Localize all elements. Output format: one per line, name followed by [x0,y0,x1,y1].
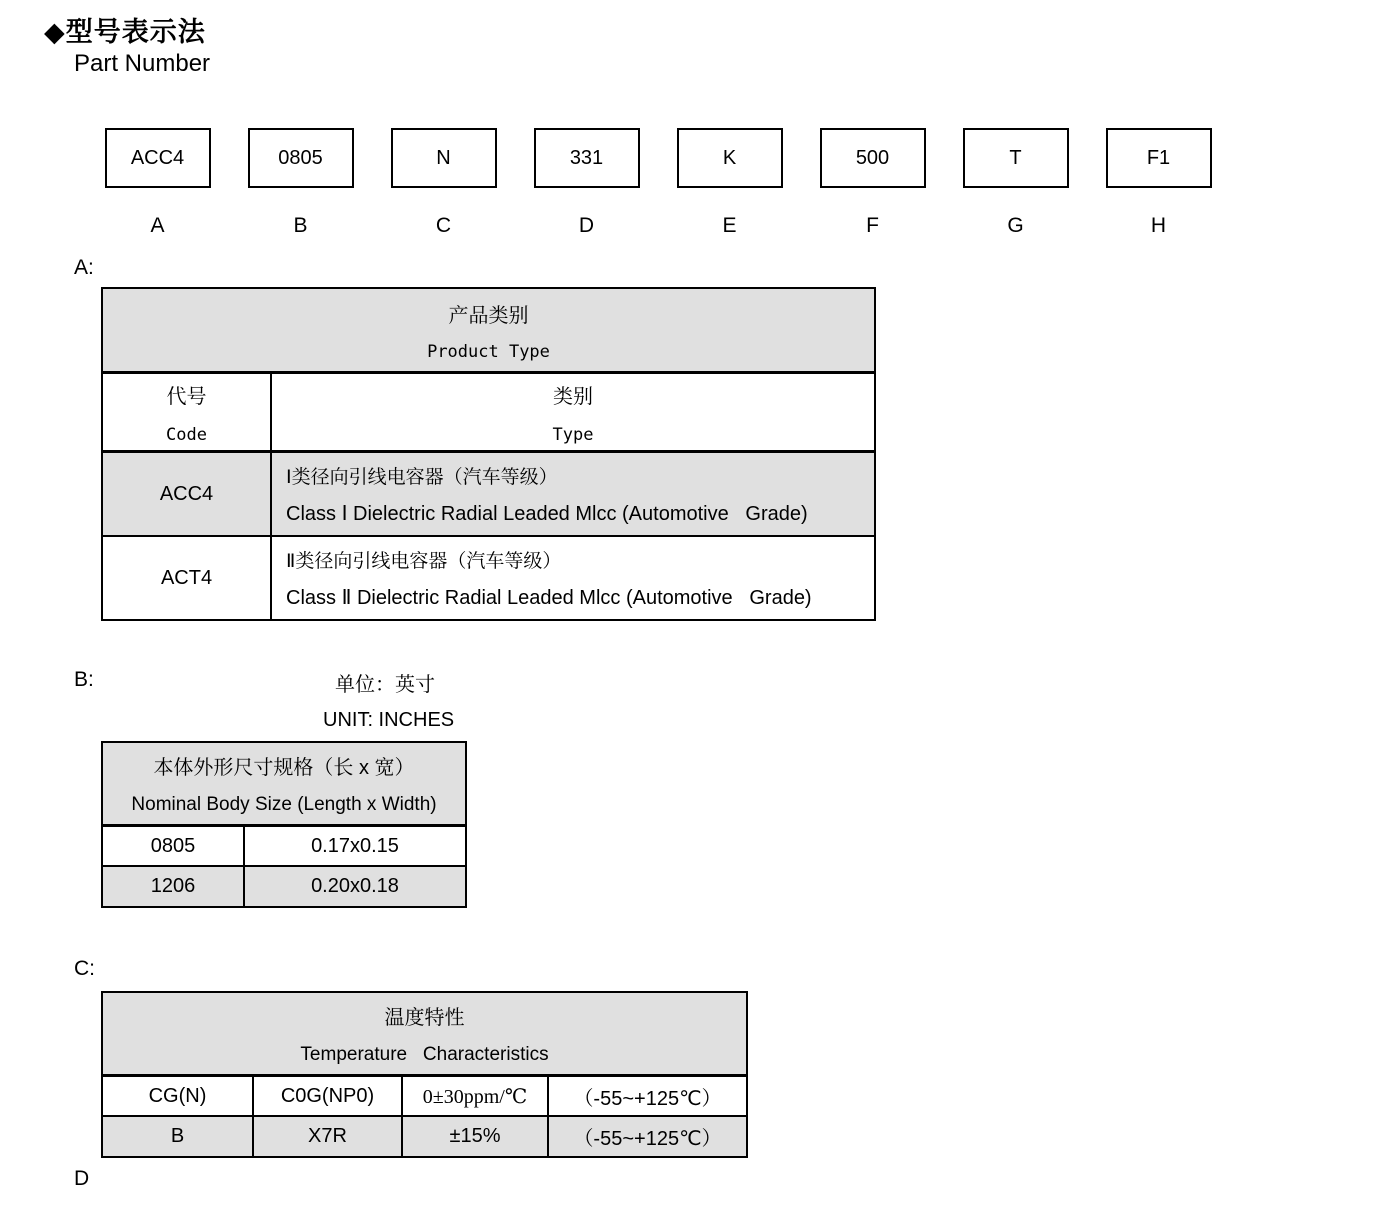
dimensions-cell: 0.20x0.18 [243,867,465,906]
product-type-table [101,287,876,621]
type-header-cn: 类别 [553,385,593,408]
part-number-box-g: T [963,128,1069,188]
part-number-slot-g [944,128,1087,238]
type-en: Class Ⅰ Dielectric Radial Leaded Mlcc (Automotive Grade) [286,503,808,525]
product-type-title-cn: 产品类别 [448,304,529,327]
section-b-label: B: [74,668,94,691]
part-number-box-d: 331 [534,128,640,188]
body-size-table [101,741,467,908]
page-title-en: Part Number [74,50,211,77]
table-row [103,1115,746,1156]
dielectric-cell: C0G(NP0) [252,1077,401,1115]
type-column-header [270,374,874,450]
code-cell: ACC4 [159,482,214,505]
section-a-label: A: [74,256,94,279]
page-title-cn: ◆型号表示法 [44,17,206,47]
part-number-label-b: B [293,214,308,237]
part-number-label-h: H [1150,214,1167,237]
size-code-cell: 1206 [150,875,196,897]
part-number-slot-c [372,128,515,238]
body-size-table-header [103,743,465,824]
table-row [103,824,465,865]
tc-code-cell: B [170,1125,185,1147]
body-size-title-cn: 本体外形尺寸规格（长 x 宽） [153,757,415,779]
unit-label-cn: 单位：英寸 [335,674,435,696]
product-type-header-cell [103,289,874,371]
section-c-label: C: [74,957,95,980]
part-number-box-a: ACC4 [105,128,211,188]
unit-label-en: UNIT: INCHES [323,709,455,731]
product-type-table-header [103,289,874,371]
part-number-slot-e [658,128,801,238]
part-number-box-h: F1 [1106,128,1212,188]
part-number-label-f: F [866,214,879,237]
temp-range-cell: （-55~+125℃） [547,1077,746,1115]
table-row [103,535,874,619]
code-column-header [103,374,270,450]
dielectric-cell: X7R [252,1117,401,1156]
section-d-label: D [74,1167,90,1190]
temp-coefficient-cell: 0±30ppm/℃ [401,1077,547,1115]
part-number-label-a: A [150,214,165,237]
part-number-box-c: N [391,128,497,188]
part-number-slot-f [801,128,944,238]
part-number-label-e: E [722,214,737,237]
code-header-en: Code [166,424,207,445]
type-en: Class Ⅱ Dielectric Radial Leaded Mlcc (Automotive Grade) [286,587,812,609]
type-header-en: Type [552,424,594,445]
size-code-cell: 0805 [150,834,196,857]
code-cell: ACT4 [160,566,213,589]
temperature-table-header [103,993,746,1074]
part-number-box-b: 0805 [248,128,354,188]
table-row [103,450,874,535]
temperature-header-cell [103,993,746,1074]
part-number-row [86,128,1230,238]
type-cell [270,453,874,535]
part-number-label-g: G [1007,214,1024,237]
temp-coefficient-cell: ±15% [401,1117,547,1156]
part-number-box-e: K [677,128,783,188]
tc-code-cell: CG(N) [148,1084,207,1107]
temperature-title-cn: 温度特性 [384,1007,465,1029]
body-size-header-cell [103,743,465,824]
product-type-column-header-row [103,371,874,450]
code-header-cn: 代号 [166,385,207,408]
part-number-label-d: D [578,214,595,237]
type-cell [270,537,874,619]
temperature-characteristics-table [101,991,748,1158]
body-size-title-en: Nominal Body Size (Length x Width) [131,794,437,815]
part-number-slot-d [515,128,658,238]
part-number-box-f: 500 [820,128,926,188]
part-number-slot-a [86,128,229,238]
type-cn: Ⅰ类径向引线电容器（汽车等级） [286,467,558,488]
type-cn: Ⅱ类径向引线电容器（汽车等级） [286,551,562,572]
part-number-slot-b [229,128,372,238]
product-type-title-en: Product Type [427,341,550,362]
temp-range-cell: （-55~+125℃） [547,1117,746,1156]
table-row [103,1074,746,1115]
dimensions-cell: 0.17x0.15 [243,827,465,865]
temperature-title-en: Temperature Characteristics [300,1044,549,1065]
table-row [103,865,465,906]
part-number-label-c: C [435,214,452,237]
part-number-slot-h [1087,128,1230,238]
